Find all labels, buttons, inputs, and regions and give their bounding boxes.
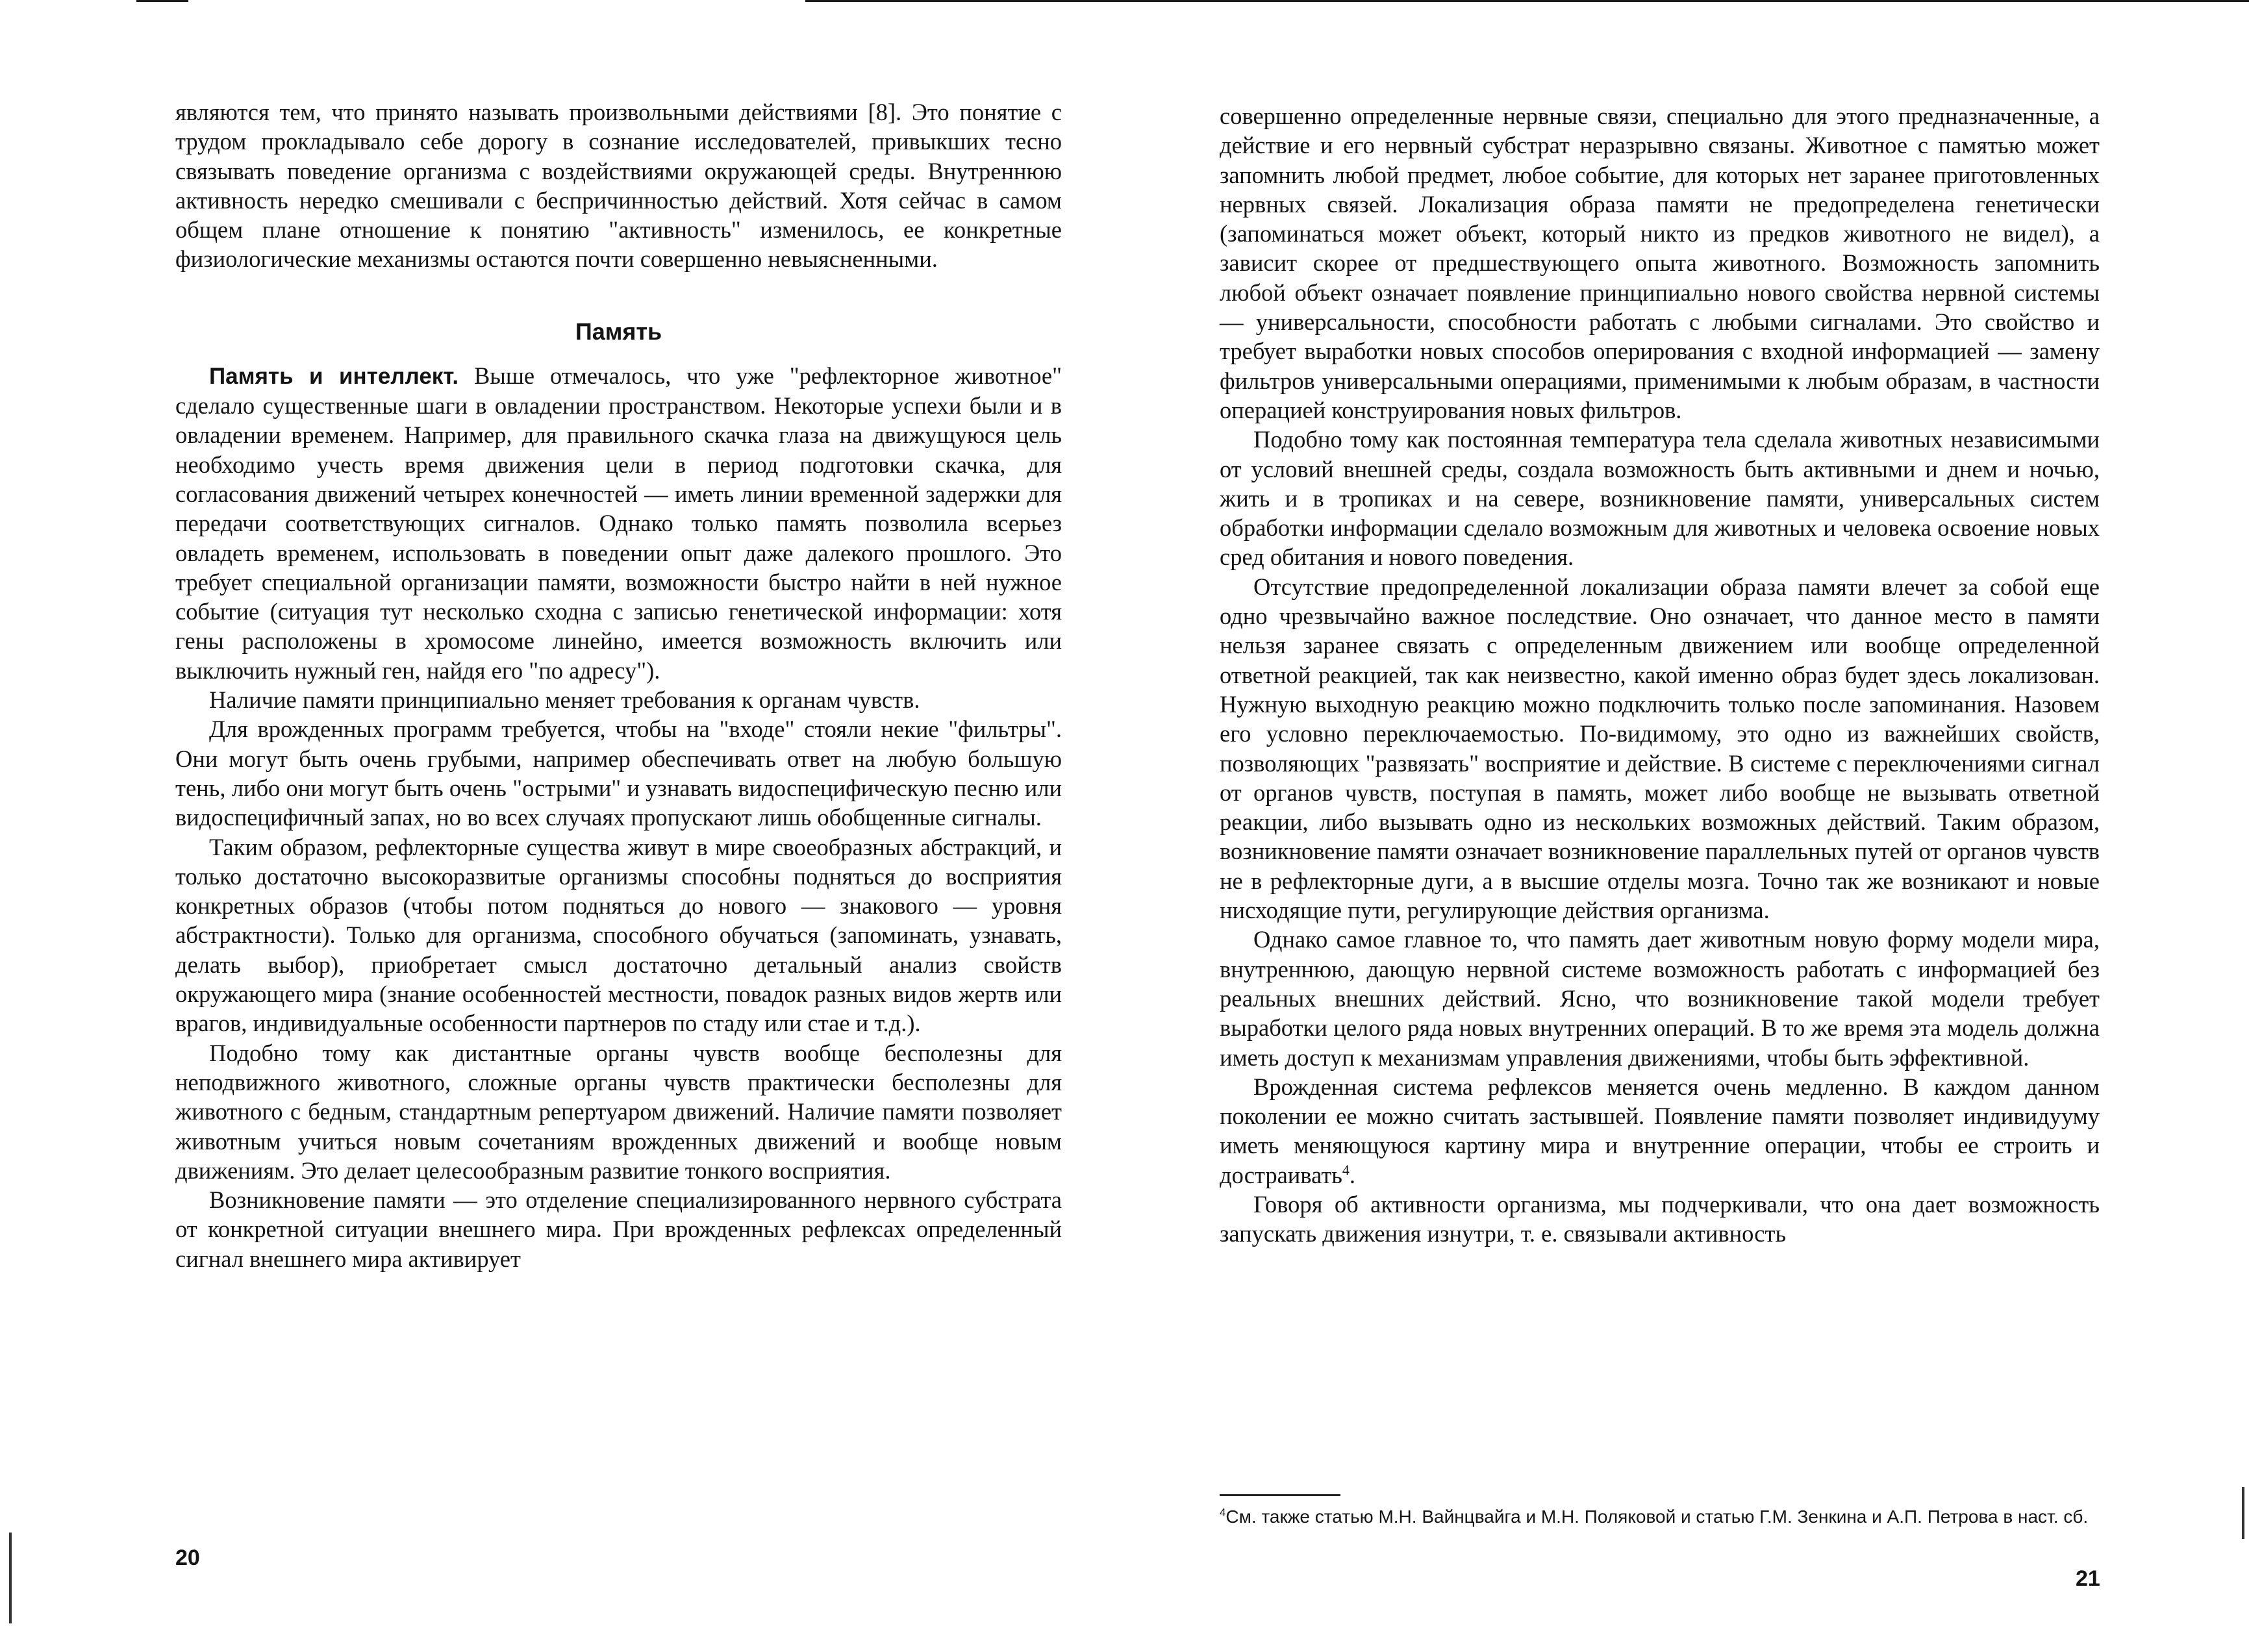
- paragraph-end: .: [1349, 1161, 1355, 1188]
- paragraph: Подобно тому как постоянная температура тела сделала животных независимыми от условий внешней среды, создала возможность быть активными и днем и ночью, жить и в тропиках и на севере, возникновение памяти, универсальных систем обработки информации сделало возможным для животных и человека освоение новых сред обитания и нового поведения.: [1220, 426, 2100, 571]
- section-heading: Память: [575, 318, 662, 345]
- scan-edge-mark: [9, 1533, 12, 1623]
- footnote-text: См. также статью М.Н. Вайнцвайга и М.Н. Поляковой и статью Г.М. Зенкина и А.П. Петрова в наст. сб.: [1225, 1507, 2089, 1527]
- left-page: [175, 97, 1062, 1273]
- paragraph: являются тем, что принято называть произвольными действиями [8]. Это понятие с трудом прокладывало себе дорогу в сознание исследователей, привыкших тесно связывать поведение организма с воздействиями окружающей среды. Внутреннюю активность нередко смешивали с беспричинностью действий. Хотя сейчас в самом общем плане отношение к понятию "активность" изменилось, ее конкретные физиологические механизмы остаются почти совершенно невыясненными.: [175, 99, 1062, 273]
- top-edge-line-right: [805, 0, 2249, 2]
- paragraph: совершенно определенные нервные связи, специально для этого предназначенные, а действие и его нервный субстрат неразрывно связаны. Животное с памятью может запомнить любой предмет, любое событие, для которых нет заранее приготовленных нервных связей. Локализация образа памяти не предопределена генетически (запоминаться может объект, который никто из предков животного не видел), а зависит скорее от предшествующего опыта животного. Возможность запомнить любой объект означает появление принципиально нового свойства нервной системы — универсальности, способности работать с любыми сигналами. Это свойство и требует выработки новых способов оперирования с входной информацией — замену фильтров универсальными операциями, применимыми к любым образам, в частности операцией конструирования новых фильтров.: [1220, 103, 2100, 423]
- scan-edge-mark: [2242, 1487, 2244, 1539]
- paragraph: Таким образом, рефлекторные существа живут в мире своеобразных абстракций, и только достаточно высокоразвитые организмы способны подняться до восприятия конкретных образов (чтобы потом подняться до нового — знакового — уровня абстрактности). Только для организма, способного обучаться (запоминать, узнавать, делать выбор), приобретает смысл достаточно детальный анализ свойств окружающего мира (знание особенностей местности, повадок разных видов жертв или врагов, индивидуальные особенности партнеров по стаду или стае и т.д.).: [175, 833, 1062, 1037]
- paragraph: [1220, 1072, 2100, 1190]
- page-number-left: 20: [175, 1546, 200, 1570]
- footnote-marker: 4: [1220, 1506, 1226, 1519]
- paragraph: Для врожденных программ требуется, чтобы на "входе" стояли некие "фильтры". Они могут быть очень грубыми, например обеспечивать ответ на любую большую тень, либо они могут быть очень "острыми" и узнавать видоспецифическую песню или видоспецифичный запах, но во всех случаях пропускают лишь обобщенные сигналы.: [175, 716, 1062, 831]
- run-in-heading: Память и интеллект.: [209, 363, 459, 389]
- paragraph-text: Врожденная система рефлексов меняется очень медленно. В каждом данном поколении ее можно считать застывшей. Появление памяти позволяет индивидууму иметь меняющуюся картину мира и внутренние операции, чтобы ее строить и достраивать: [1220, 1073, 2100, 1188]
- footnote-reference: 4: [1342, 1161, 1350, 1178]
- top-edge-line-left: [136, 0, 188, 2]
- paragraph: Наличие памяти принципиально меняет требования к органам чувств.: [209, 686, 920, 714]
- paragraph: Возникновение памяти — это отделение специализированного нервного субстрата от конкретной ситуации внешнего мира. При врожденных рефлексах определенный сигнал внешнего мира активирует: [175, 1186, 1062, 1272]
- right-page: [1220, 101, 2100, 1249]
- footnote-divider: [1220, 1494, 1340, 1496]
- paragraph-text: Выше отмечалось, что уже "рефлекторное животное" сделало существенные шаги в овладении пространством. Некоторые успехи были и в овладении временем. Например, для правильного скачка глаза на движущуюся цель необходимо учесть время движения цели в период подготовки скачка, для согласования движений четырех конечностей — иметь линии временной задержки для передачи соответствующих сигналов. Однако только память позволила всерьез овладеть временем, использовать в поведении опыт даже далекого прошлого. Это требует специальной организации памяти, возможности быстро найти в ней нужное событие (ситуация тут несколько сходна с записью генетической информации: хотя гены расположены в хромосоме линейно, имеется возможность включить или выключить нужный ген, найдя его "по адресу").: [175, 362, 1062, 684]
- paragraph: [175, 361, 1062, 685]
- paragraph: Подобно тому как дистантные органы чувств вообще бесполезны для неподвижного животного, сложные органы чувств практически бесполезны для животного с бедным, стандартным репертуаром движений. Наличие памяти позволяет животным учиться новым сочетаниям врожденных движений и вообще новым движениям. Это делает целесообразным развитие тонкого восприятия.: [175, 1039, 1062, 1184]
- page-number-right: 21: [2076, 1566, 2100, 1591]
- paragraph: Отсутствие предопределенной локализации образа памяти влечет за собой еще одно чрезвычайно важное последствие. Оно означает, что данное место в памяти нельзя заранее связать с определенным движением или вообще определенной ответной реакцией, так как неизвестно, какой именно образ будет здесь локализован. Нужную выходную реакцию можно подключить только после запоминания. Назовем его условно переключаемостью. По-видимому, это одно из важнейших свойств, позволяющих "развязать" восприятие и действие. В системе с переключениями сигнал от органов чувств, поступая в память, может либо вообще не вызывать ответной реакции, либо вызывать одно из нескольких возможных действий. Таким образом, возникновение памяти означает возникновение параллельных путей от органов чувств не в рефлекторные дуги, а в высшие отделы мозга. Точно так же возникают и новые нисходящие пути, регулирующие действия организма.: [1220, 573, 2100, 924]
- footnote: [1220, 1504, 2100, 1530]
- paragraph: Однако самое главное то, что память дает животным новую форму модели мира, внутреннюю, дающую нервной системе возможность работать с информацией без реальных внешних действий. Ясно, что возникновение такой модели требует выработки целого ряда новых внутренних операций. В то же время эта модель должна иметь доступ к механизмам управления движениями, чтобы быть эффективной.: [1220, 926, 2100, 1071]
- paragraph: Говоря об активности организма, мы подчеркивали, что она дает возможность запускать движения изнутри, т. е. связывали активность: [1220, 1190, 2100, 1247]
